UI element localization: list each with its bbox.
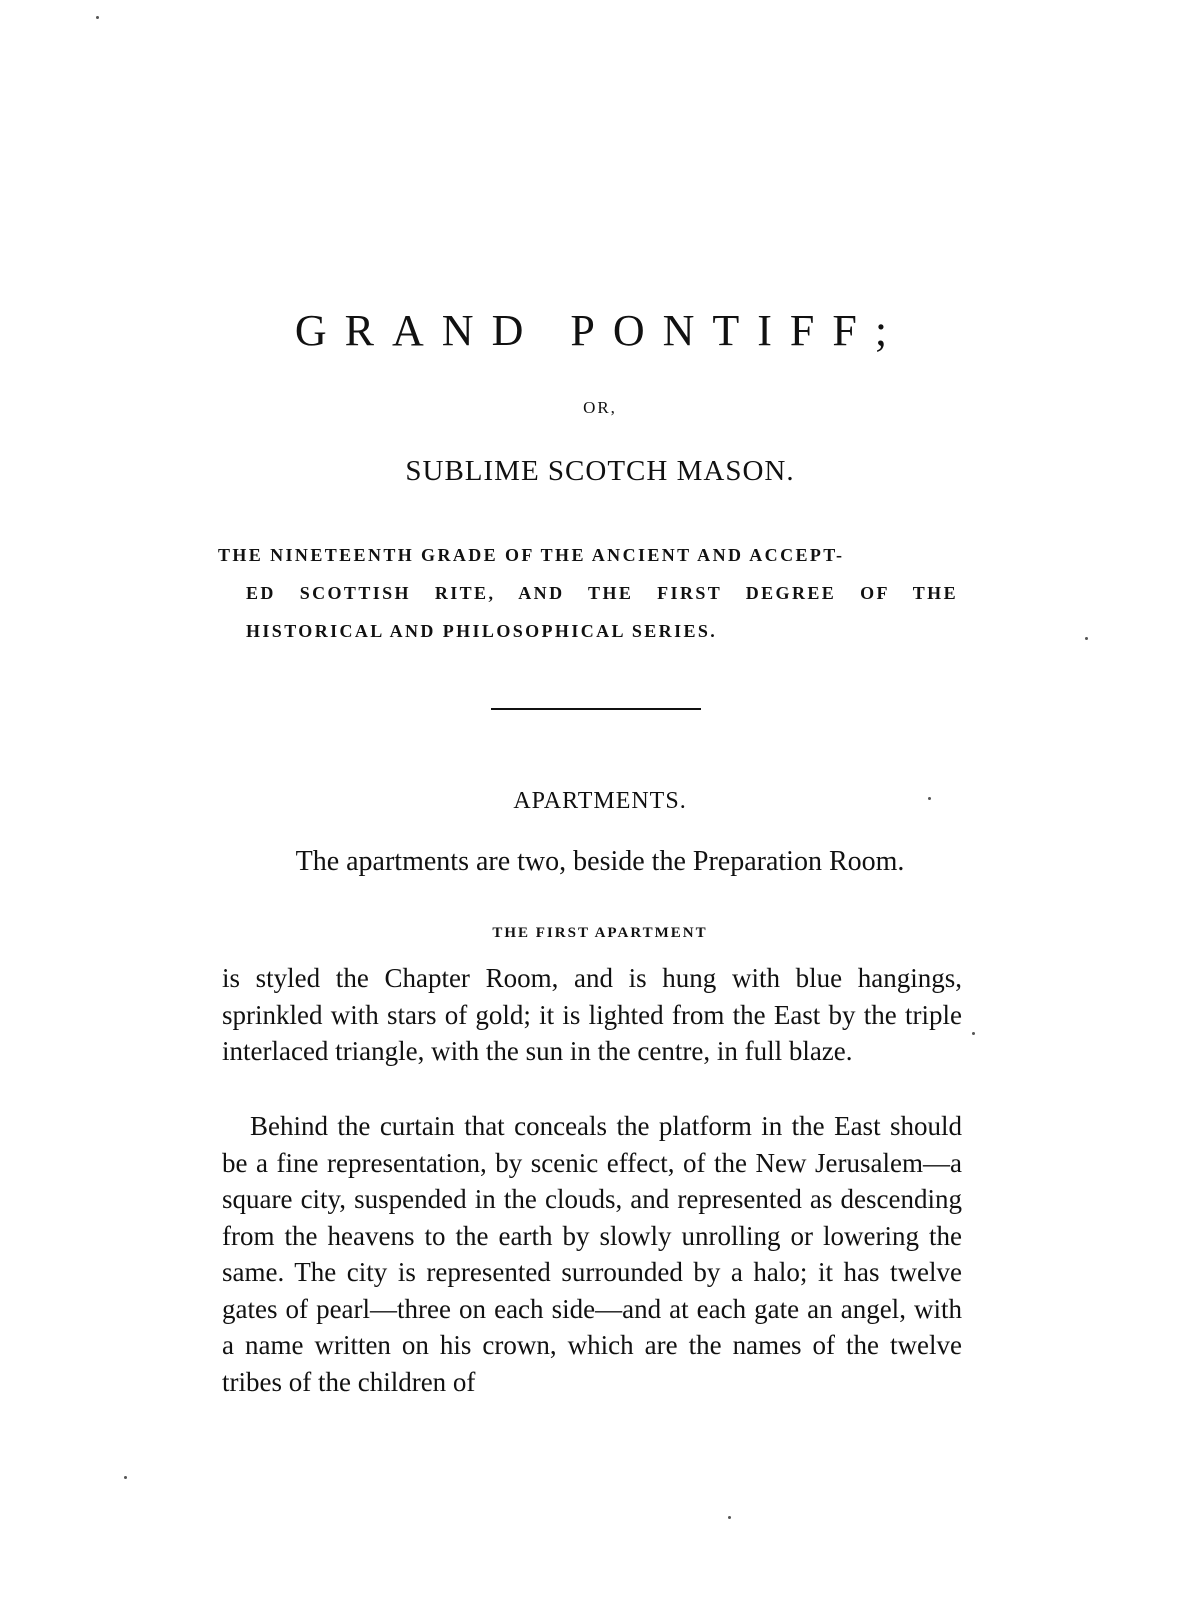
intro-text: The apartments are two, beside the Preparation Room. [295, 846, 905, 877]
paragraph-1: is styled the Chapter Room, and is hung with blue hangings, sprinkled with stars of gold; it is lighted from the East by the triple interlaced triangle, with the sun in the centre, in full blaze. [222, 963, 962, 1066]
scan-speck [728, 1516, 731, 1519]
scan-speck [972, 1032, 975, 1035]
scan-speck [96, 16, 99, 19]
scan-speck [1085, 637, 1088, 640]
section-divider [491, 708, 701, 710]
paragraph-2: Behind the curtain that conceals the platform in the East should be a fine representation, by scenic effect, of the New Jerusalem—a square city, suspended in the clouds, and represented as descending from the heavens to the earth by slowly unrolling or lowering the same. The city is represented surrounded by a halo; it has twelve gates of pearl—three on each side—and at each gate an angel, with a name written on his crown, which are the names of the twelve tribes of the children of [222, 1111, 962, 1397]
scan-speck [124, 1476, 127, 1479]
page-title: GRAND PONTIFF; [294, 306, 906, 355]
page-subtitle: SUBLIME SCOTCH MASON. [405, 455, 795, 487]
subheading: THE FIRST APARTMENT [492, 925, 708, 941]
section-heading: APARTMENTS. [513, 788, 687, 814]
grade-description-rest: ED SCOTTISH RITE, AND THE FIRST DEGREE OF THE HISTORICAL AND PHILOSOPHICAL SERIES. [246, 583, 958, 641]
scan-speck [928, 797, 931, 800]
grade-description [218, 536, 958, 650]
or-line: OR, [583, 398, 617, 417]
grade-description-line1: THE NINETEENTH GRADE OF THE ANCIENT AND ACCEPT- [218, 545, 845, 565]
